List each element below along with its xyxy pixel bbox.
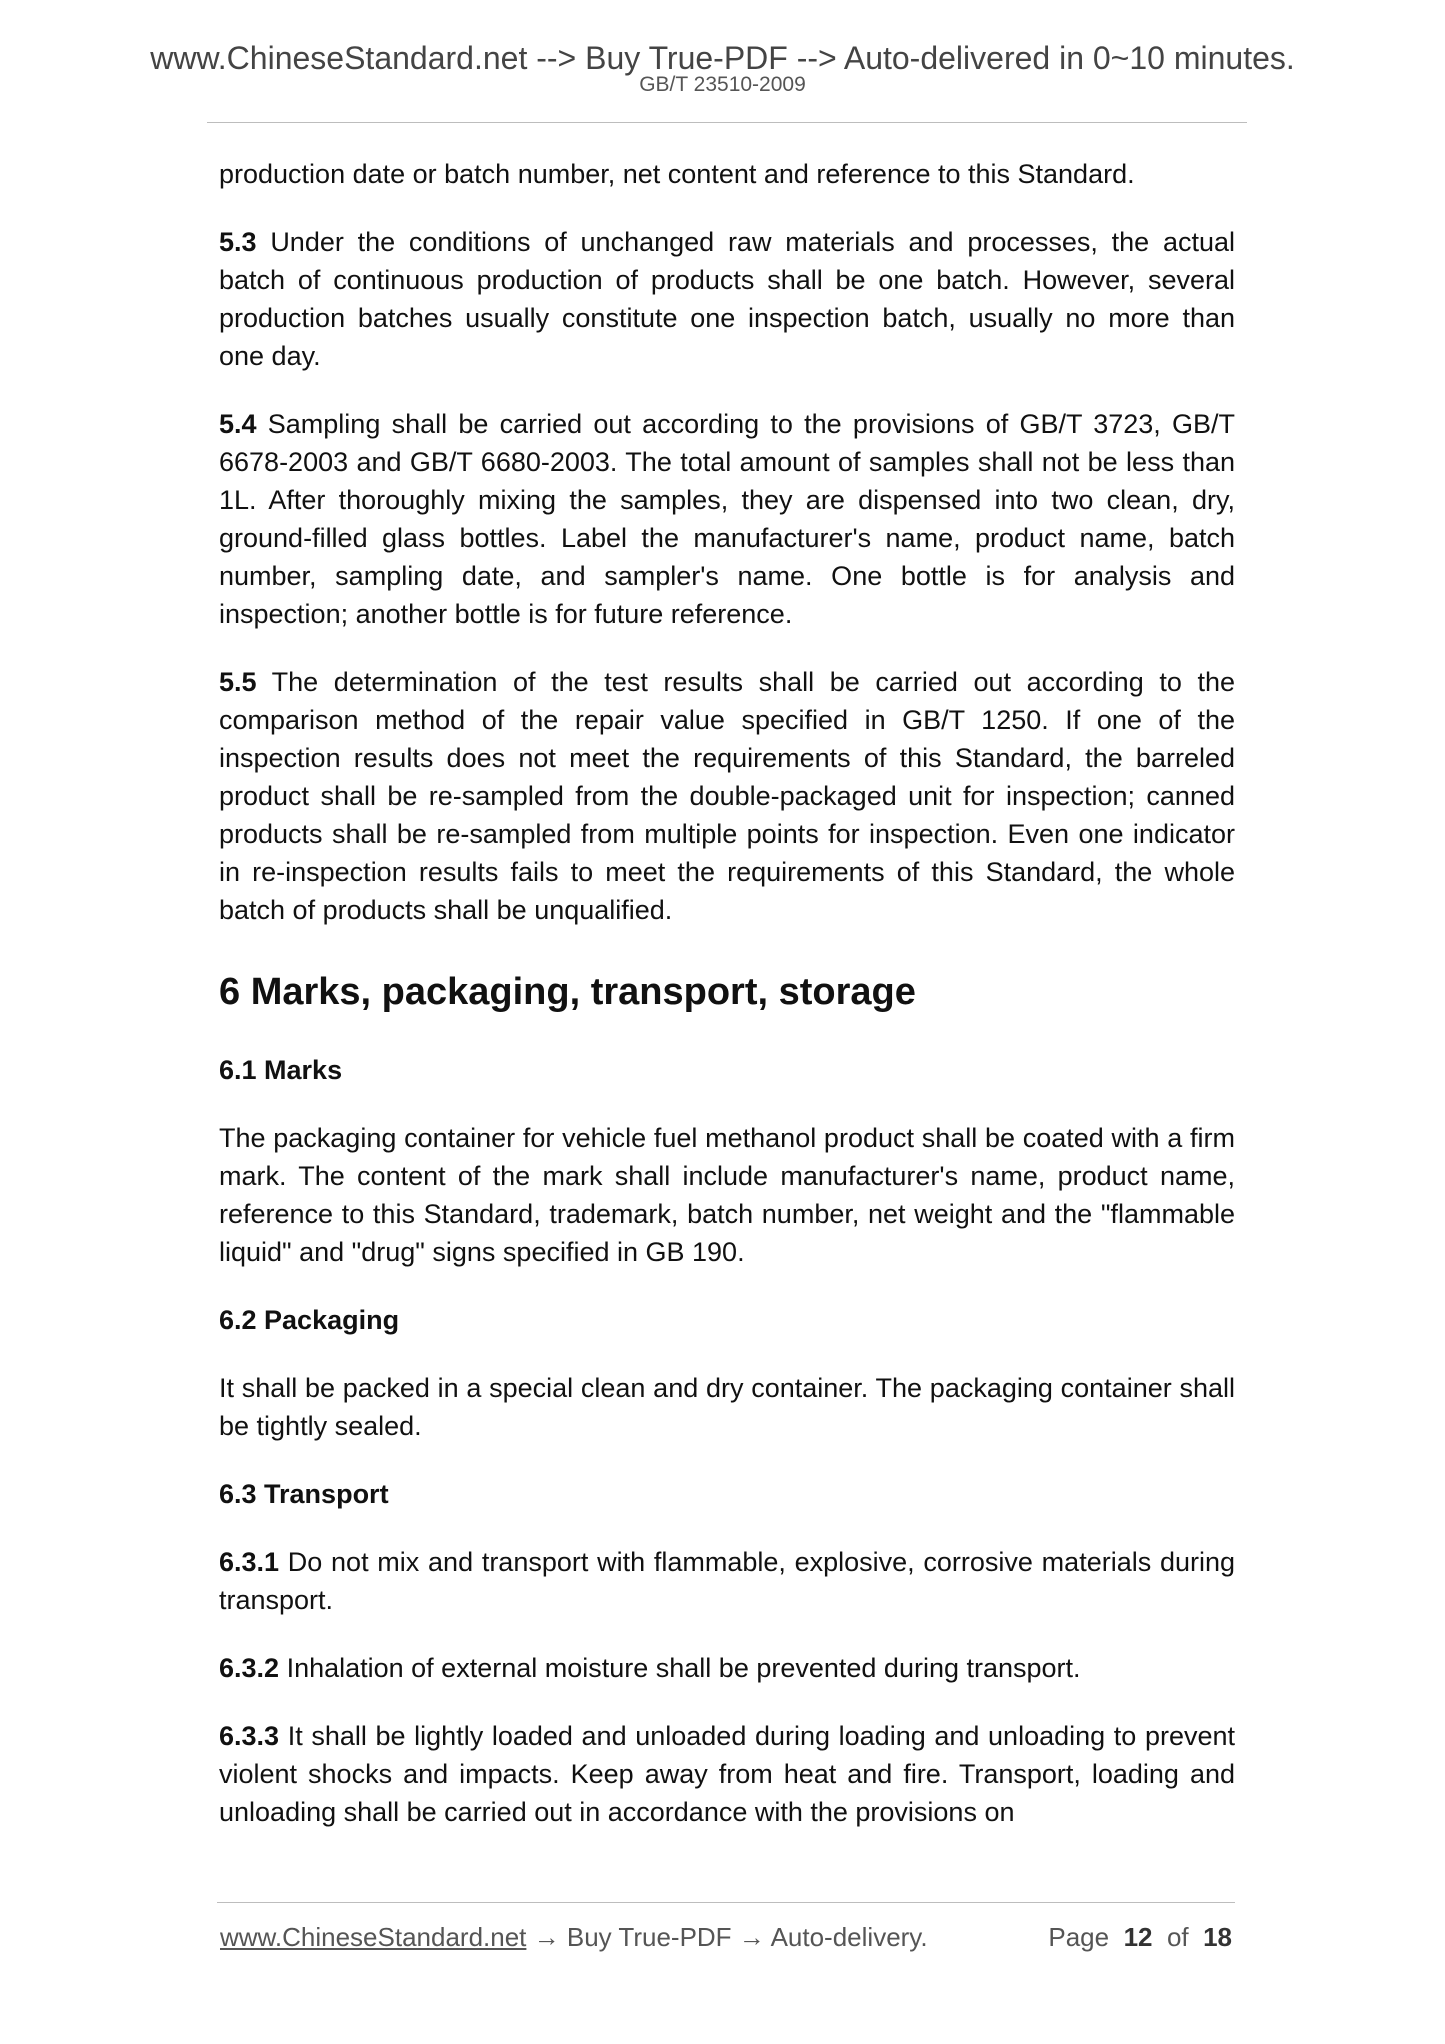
subsection-6-2-text: It shall be packed in a special clean and dry container. The packaging container shall be tightly sealed. <box>219 1373 1235 1441</box>
clause-number: 5.4 <box>219 409 257 439</box>
header-divider <box>207 122 1247 123</box>
page-total: 18 <box>1203 1922 1232 1952</box>
clause-number: 6.3.2 <box>219 1653 280 1683</box>
clause-6-3-3 <box>219 1717 1235 1831</box>
clause-text: The determination of the test results shall be carried out according to the comparison method of the repair value specified in GB/T 1250. If one of the inspection results does not meet the requirements of this Standard, the barreled product shall be re-sampled from the double-packaged unit for inspection; canned products shall be re-sampled from multiple points for inspection. Even one indicator in re-inspection results fails to meet the requirements of this Standard, the whole batch of products shall be unqualified. <box>219 667 1235 925</box>
clause-5-5 <box>219 663 1235 929</box>
clause-text: Sampling shall be carried out according to the provisions of GB/T 3723, GB/T 6678-2003 and GB/T 6680-2003. The total amount of samples shall not be less than 1L. After thoroughly mixing the samples, they are dispensed into two clean, dry, ground-filled glass bottles. Label the manufacturer's name, product name, batch number, sampling date, and sampler's name. One bottle is for analysis and inspection; another bottle is for future reference. <box>219 409 1235 629</box>
clause-5-3 <box>219 223 1235 375</box>
clause-text: Do not mix and transport with flammable, explosive, corrosive materials during transport. <box>219 1547 1235 1615</box>
clause-text: Under the conditions of unchanged raw materials and processes, the actual batch of continuous production of products shall be one batch. However, several production batches usually constitute one inspection batch, usually no more than one day. <box>219 227 1235 371</box>
footer-link-tail: → Buy True-PDF → Auto-delivery. <box>526 1922 928 1952</box>
clause-6-3-2 <box>219 1649 1235 1687</box>
standard-code: GB/T 23510-2009 <box>639 73 806 96</box>
footer-divider <box>217 1902 1235 1903</box>
subsection-6-2-heading: 6.2 Packaging <box>219 1305 400 1335</box>
page-of-label: of <box>1166 1922 1189 1952</box>
page-label: Page <box>1048 1922 1110 1952</box>
clause-5-4 <box>219 405 1235 633</box>
clause-6-3-1 <box>219 1543 1235 1619</box>
clause-number: 5.5 <box>219 667 257 697</box>
subsection-6-3-heading: 6.3 Transport <box>219 1479 389 1509</box>
clause-text: It shall be lightly loaded and unloaded during loading and unloading to prevent violent shocks and impacts. Keep away from heat and fire. Transport, loading and unloading shall be carried out in accordance with the provisions on <box>219 1721 1235 1827</box>
subsection-6-1-heading: 6.1 Marks <box>219 1055 343 1085</box>
continued-paragraph: production date or batch number, net content and reference to this Standard. <box>219 159 1135 189</box>
page-indicator <box>1048 1920 1232 1954</box>
site-banner: www.ChineseStandard.net --> Buy True-PDF --> Auto-delivered in 0~10 minutes. <box>150 40 1295 76</box>
clause-number: 6.3.3 <box>219 1721 280 1751</box>
clause-number: 6.3.1 <box>219 1547 280 1577</box>
subsection-6-1-text: The packaging container for vehicle fuel methanol product shall be coated with a firm mark. The content of the mark shall include manufacturer's name, product name, reference to this Standard, trademark, batch number, net weight and the "flammable liquid" and "drug" signs specified in GB 190. <box>219 1123 1235 1267</box>
section-6-heading: 6 Marks, packaging, transport, storage <box>219 971 916 1013</box>
page-number: 12 <box>1123 1922 1153 1952</box>
clause-number: 5.3 <box>219 227 257 257</box>
footer-promo <box>220 1920 928 1954</box>
clause-text: Inhalation of external moisture shall be prevented during transport. <box>279 1653 1081 1683</box>
footer-site-link[interactable]: www.ChineseStandard.net <box>220 1922 527 1952</box>
page-footer <box>220 1920 1232 1954</box>
page-content <box>219 155 1235 1861</box>
